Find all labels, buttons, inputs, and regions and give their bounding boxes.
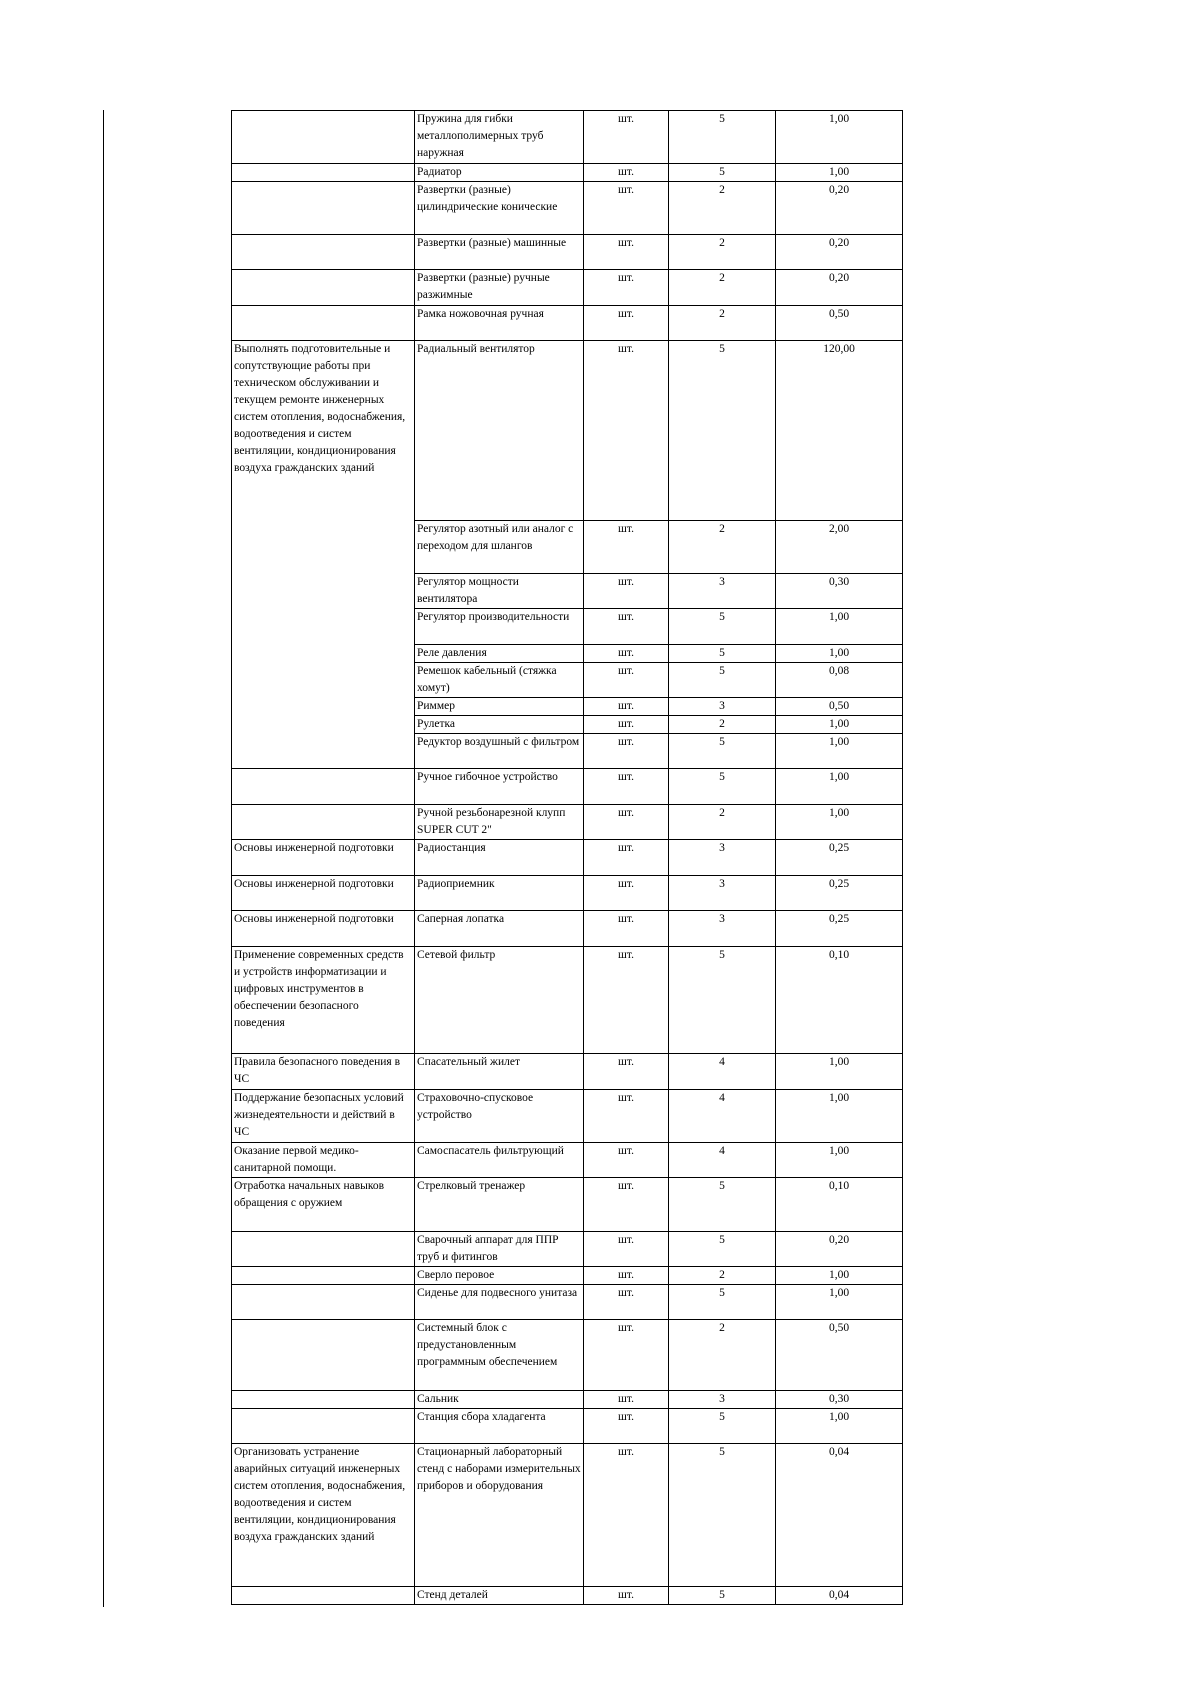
unit-cell: шт. <box>584 698 669 716</box>
competency-cell <box>232 1587 415 1605</box>
equipment-name-cell: Радиальный вентилятор <box>415 341 584 521</box>
equipment-name-cell: Сверло перовое <box>415 1267 584 1285</box>
table-row <box>232 111 903 164</box>
quantity-cell: 3 <box>669 574 776 609</box>
norm-cell: 0,20 <box>776 235 903 270</box>
unit-cell: шт. <box>584 1587 669 1605</box>
table-row <box>232 1409 903 1444</box>
norm-cell: 1,00 <box>776 1054 903 1090</box>
unit-cell: шт. <box>584 1232 669 1267</box>
table-row <box>232 1391 903 1409</box>
unit-cell: шт. <box>584 1409 669 1444</box>
equipment-name-cell: Саперная лопатка <box>415 911 584 947</box>
equipment-name-cell: Развертки (разные) машинные <box>415 235 584 270</box>
unit-cell: шт. <box>584 769 669 805</box>
equipment-name-cell: Регулятор производительности <box>415 609 584 645</box>
table-row <box>232 235 903 270</box>
unit-cell: шт. <box>584 1320 669 1391</box>
norm-cell: 1,00 <box>776 1409 903 1444</box>
norm-cell: 1,00 <box>776 716 903 734</box>
equipment-name-cell: Ручное гибочное устройство <box>415 769 584 805</box>
competency-cell: Правила безопасного поведения в ЧС <box>232 1054 415 1090</box>
table-row <box>232 1232 903 1267</box>
equipment-name-cell: Стационарный лабораторный стенд с наборами измерительных приборов и оборудования <box>415 1444 584 1587</box>
unit-cell: шт. <box>584 521 669 574</box>
quantity-cell: 2 <box>669 716 776 734</box>
equipment-name-cell: Сварочный аппарат для ППР труб и фитингов <box>415 1232 584 1267</box>
quantity-cell: 5 <box>669 1409 776 1444</box>
equipment-name-cell: Регулятор азотный или аналог с переходом для шлангов <box>415 521 584 574</box>
competency-cell <box>232 805 415 840</box>
equipment-name-cell: Сальник <box>415 1391 584 1409</box>
competency-cell: Поддержание безопасных условий жизнедеятельности и действий в ЧС <box>232 1090 415 1143</box>
quantity-cell: 5 <box>669 1444 776 1587</box>
unit-cell: шт. <box>584 1285 669 1320</box>
norm-cell: 0,04 <box>776 1587 903 1605</box>
competency-cell <box>232 1391 415 1409</box>
norm-cell: 0,25 <box>776 840 903 876</box>
norm-cell: 1,00 <box>776 1285 903 1320</box>
norm-cell: 0,30 <box>776 1391 903 1409</box>
quantity-cell: 5 <box>669 1232 776 1267</box>
norm-cell: 0,25 <box>776 876 903 911</box>
norm-cell: 1,00 <box>776 609 903 645</box>
norm-cell: 1,00 <box>776 805 903 840</box>
competency-cell <box>232 1232 415 1267</box>
norm-cell: 1,00 <box>776 734 903 769</box>
norm-cell: 1,00 <box>776 111 903 164</box>
unit-cell: шт. <box>584 235 669 270</box>
competency-cell: Отработка начальных навыков обращения с оружием <box>232 1178 415 1232</box>
equipment-name-cell: Ручной резьбонарезной клупп SUPER CUT 2" <box>415 805 584 840</box>
unit-cell: шт. <box>584 840 669 876</box>
equipment-name-cell: Развертки (разные) цилиндрические конические <box>415 182 584 235</box>
unit-cell: шт. <box>584 574 669 609</box>
competency-cell: Основы инженерной подготовки <box>232 911 415 947</box>
table-row <box>232 341 903 521</box>
quantity-cell: 5 <box>669 947 776 1054</box>
unit-cell: шт. <box>584 645 669 663</box>
equipment-name-cell: Радиоприемник <box>415 876 584 911</box>
equipment-name-cell: Самоспасатель фильтрующий <box>415 1143 584 1178</box>
unit-cell: шт. <box>584 911 669 947</box>
norm-cell: 1,00 <box>776 645 903 663</box>
norm-cell: 1,00 <box>776 769 903 805</box>
quantity-cell: 3 <box>669 911 776 947</box>
competency-cell <box>232 1267 415 1285</box>
norm-cell: 0,50 <box>776 698 903 716</box>
equipment-name-cell: Сетевой фильтр <box>415 947 584 1054</box>
quantity-cell: 5 <box>669 609 776 645</box>
competency-cell <box>232 235 415 270</box>
norm-cell: 0,20 <box>776 270 903 306</box>
competency-cell: Применение современных средств и устройств информатизации и цифровых инструментов в обеспечении безопасного поведения <box>232 947 415 1054</box>
norm-cell: 0,20 <box>776 1232 903 1267</box>
unit-cell: шт. <box>584 182 669 235</box>
norm-cell: 0,25 <box>776 911 903 947</box>
competency-cell: Организовать устранение аварийных ситуаций инженерных систем отопления, водоснабжения, водоотведения и систем вентиляции, кондиционирования воздуха гражданских зданий <box>232 1444 415 1587</box>
equipment-name-cell: Развертки (разные) ручные разжимные <box>415 270 584 306</box>
table-row <box>232 182 903 235</box>
competency-cell: Основы инженерной подготовки <box>232 876 415 911</box>
equipment-table-body <box>232 111 903 1605</box>
quantity-cell: 2 <box>669 1320 776 1391</box>
quantity-cell: 3 <box>669 698 776 716</box>
table-row <box>232 769 903 805</box>
table-row <box>232 1320 903 1391</box>
table-row <box>232 164 903 182</box>
norm-cell: 0,10 <box>776 1178 903 1232</box>
table-row <box>232 840 903 876</box>
norm-cell: 120,00 <box>776 341 903 521</box>
norm-cell: 2,00 <box>776 521 903 574</box>
quantity-cell: 2 <box>669 182 776 235</box>
quantity-cell: 5 <box>669 1285 776 1320</box>
table-row <box>232 911 903 947</box>
norm-cell: 1,00 <box>776 1143 903 1178</box>
quantity-cell: 4 <box>669 1054 776 1090</box>
table-row <box>232 1444 903 1587</box>
norm-cell: 0,20 <box>776 182 903 235</box>
competency-cell <box>232 270 415 306</box>
quantity-cell: 5 <box>669 1178 776 1232</box>
equipment-name-cell: Риммер <box>415 698 584 716</box>
norm-cell: 1,00 <box>776 1090 903 1143</box>
norm-cell: 0,04 <box>776 1444 903 1587</box>
quantity-cell: 4 <box>669 1090 776 1143</box>
competency-cell <box>232 769 415 805</box>
norm-cell: 1,00 <box>776 1267 903 1285</box>
competency-cell: Выполнять подготовительные и сопутствующие работы при техническом обслуживании и текущем ремонте инженерных систем отопления, водоснабжения, водоотведения и систем вентиляции, кондиционирования воздуха гражданских зданий <box>232 341 415 769</box>
unit-cell: шт. <box>584 111 669 164</box>
quantity-cell: 5 <box>669 111 776 164</box>
unit-cell: шт. <box>584 805 669 840</box>
equipment-name-cell: Рамка ножовочная ручная <box>415 306 584 341</box>
unit-cell: шт. <box>584 663 669 698</box>
table-row <box>232 1178 903 1232</box>
equipment-name-cell: Системный блок с предустановленным программным обеспечением <box>415 1320 584 1391</box>
unit-cell: шт. <box>584 609 669 645</box>
table-row <box>232 270 903 306</box>
quantity-cell: 3 <box>669 840 776 876</box>
table-row <box>232 1054 903 1090</box>
unit-cell: шт. <box>584 1178 669 1232</box>
equipment-name-cell: Регулятор мощности вентилятора <box>415 574 584 609</box>
equipment-name-cell: Стрелковый тренажер <box>415 1178 584 1232</box>
competency-cell: Основы инженерной подготовки <box>232 840 415 876</box>
quantity-cell: 4 <box>669 1143 776 1178</box>
table-row <box>232 306 903 341</box>
equipment-name-cell: Стенд деталей <box>415 1587 584 1605</box>
equipment-name-cell: Радиатор <box>415 164 584 182</box>
equipment-table <box>231 110 903 1605</box>
unit-cell: шт. <box>584 270 669 306</box>
unit-cell: шт. <box>584 1391 669 1409</box>
quantity-cell: 3 <box>669 876 776 911</box>
quantity-cell: 2 <box>669 805 776 840</box>
quantity-cell: 5 <box>669 734 776 769</box>
quantity-cell: 2 <box>669 521 776 574</box>
quantity-cell: 5 <box>669 663 776 698</box>
competency-cell <box>232 1285 415 1320</box>
table-row <box>232 805 903 840</box>
norm-cell: 0,50 <box>776 1320 903 1391</box>
competency-cell <box>232 1409 415 1444</box>
equipment-name-cell: Страховочно-спусковое устройство <box>415 1090 584 1143</box>
unit-cell: шт. <box>584 306 669 341</box>
equipment-name-cell: Пружина для гибки металлополимерных труб наружная <box>415 111 584 164</box>
quantity-cell: 5 <box>669 341 776 521</box>
unit-cell: шт. <box>584 1054 669 1090</box>
competency-cell: Оказание первой медико-санитарной помощи. <box>232 1143 415 1178</box>
norm-cell: 0,30 <box>776 574 903 609</box>
equipment-name-cell: Реле давления <box>415 645 584 663</box>
competency-cell <box>232 306 415 341</box>
equipment-name-cell: Радиостанция <box>415 840 584 876</box>
quantity-cell: 5 <box>669 645 776 663</box>
table-row <box>232 947 903 1054</box>
quantity-cell: 2 <box>669 1267 776 1285</box>
unit-cell: шт. <box>584 876 669 911</box>
unit-cell: шт. <box>584 947 669 1054</box>
table-row <box>232 1285 903 1320</box>
unit-cell: шт. <box>584 1143 669 1178</box>
quantity-cell: 2 <box>669 235 776 270</box>
quantity-cell: 5 <box>669 164 776 182</box>
unit-cell: шт. <box>584 341 669 521</box>
table-row <box>232 1090 903 1143</box>
norm-cell: 0,10 <box>776 947 903 1054</box>
unit-cell: шт. <box>584 1444 669 1587</box>
unit-cell: шт. <box>584 716 669 734</box>
quantity-cell: 2 <box>669 306 776 341</box>
table-row <box>232 1587 903 1605</box>
table-row <box>232 1267 903 1285</box>
quantity-cell: 3 <box>669 1391 776 1409</box>
equipment-name-cell: Станция сбора хладагента <box>415 1409 584 1444</box>
competency-cell <box>232 182 415 235</box>
quantity-cell: 5 <box>669 1587 776 1605</box>
norm-cell: 0,50 <box>776 306 903 341</box>
norm-cell: 1,00 <box>776 164 903 182</box>
equipment-name-cell: Редуктор воздушный с фильтром <box>415 734 584 769</box>
table-row <box>232 1143 903 1178</box>
left-margin-rule <box>103 110 104 1607</box>
equipment-name-cell: Рулетка <box>415 716 584 734</box>
unit-cell: шт. <box>584 1090 669 1143</box>
quantity-cell: 2 <box>669 270 776 306</box>
table-row <box>232 876 903 911</box>
competency-cell <box>232 164 415 182</box>
unit-cell: шт. <box>584 164 669 182</box>
quantity-cell: 5 <box>669 769 776 805</box>
unit-cell: шт. <box>584 1267 669 1285</box>
equipment-name-cell: Ремешок кабельный (стяжка хомут) <box>415 663 584 698</box>
competency-cell <box>232 111 415 164</box>
norm-cell: 0,08 <box>776 663 903 698</box>
competency-cell <box>232 1320 415 1391</box>
unit-cell: шт. <box>584 734 669 769</box>
equipment-name-cell: Сиденье для подвесного унитаза <box>415 1285 584 1320</box>
equipment-name-cell: Спасательный жилет <box>415 1054 584 1090</box>
